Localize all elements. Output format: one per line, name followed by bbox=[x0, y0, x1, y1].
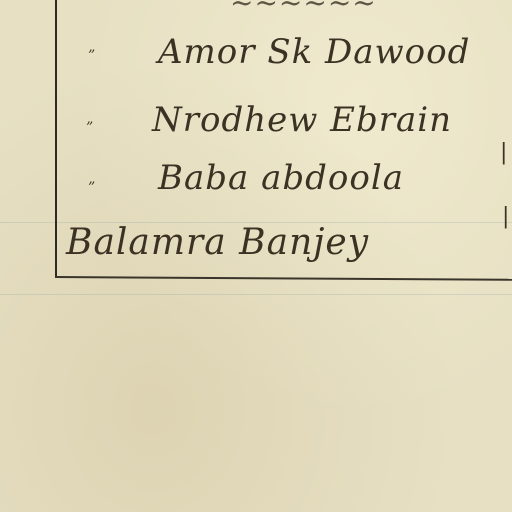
cropped-handwriting-top: ~~~~~~ bbox=[230, 0, 377, 19]
edge-mark: | bbox=[500, 140, 508, 165]
ditto-mark: ” bbox=[88, 180, 96, 196]
handwritten-name: Baba abdoola bbox=[158, 158, 404, 198]
handwritten-name: Nrodhew Ebrain bbox=[152, 100, 453, 140]
table-border-left bbox=[55, 0, 57, 278]
ruled-line bbox=[0, 294, 512, 295]
ditto-mark: ” bbox=[86, 120, 94, 136]
handwritten-name: Amor Sk Dawood bbox=[158, 32, 471, 72]
ditto-mark: ” bbox=[88, 48, 96, 64]
handwritten-signature: Balamra Banjey bbox=[66, 222, 370, 263]
edge-mark: | bbox=[502, 204, 510, 229]
